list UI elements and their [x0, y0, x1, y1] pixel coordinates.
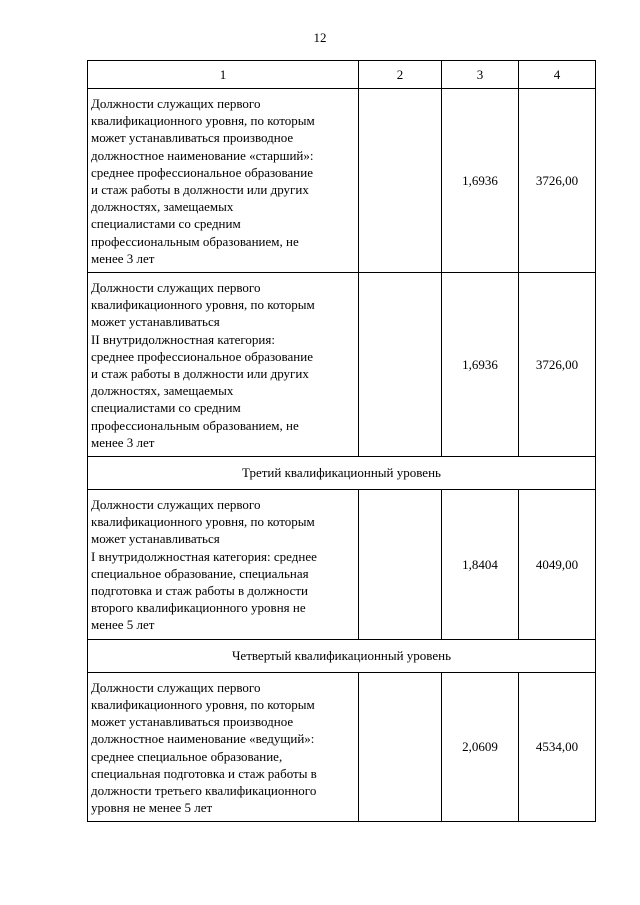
empty-cell — [359, 672, 442, 822]
empty-cell — [359, 89, 442, 273]
position-description: Должности служащих первого квалификационного уровня, по которым может устанавливаться производное должностное наименование «старший»: среднее профессиональное образование и стаж работы в должности или других должностях, замещаемых специалистами со средним профессиональным образованием, не менее 3 лет — [88, 89, 359, 273]
position-description: Должности служащих первого квалификационного уровня, по которым может устанавливаться производное должностное наименование «ведущий»: среднее специальное образование, специальная подготовка и стаж работы в должности третьего квалификационного уровня не менее 5 лет — [88, 672, 359, 822]
salary-cell: 3726,00 — [519, 89, 596, 273]
salary-cell: 4049,00 — [519, 490, 596, 640]
section-title: Третий квалификационный уровень — [88, 457, 596, 490]
empty-cell — [359, 273, 442, 457]
empty-cell — [359, 490, 442, 640]
page-number: 12 — [313, 30, 327, 45]
section-header-row — [88, 639, 596, 672]
column-header-1: 1 — [88, 61, 359, 89]
table-row — [88, 672, 596, 822]
coefficient-cell: 1,8404 — [442, 490, 519, 640]
table-row — [88, 273, 596, 457]
column-header-4: 4 — [519, 61, 596, 89]
section-title: Четвертый квалификационный уровень — [88, 639, 596, 672]
coefficient-cell: 1,6936 — [442, 89, 519, 273]
section-header-row — [88, 457, 596, 490]
column-header-2: 2 — [359, 61, 442, 89]
table-row — [88, 490, 596, 640]
table-row — [88, 89, 596, 273]
salary-cell: 4534,00 — [519, 672, 596, 822]
salary-cell: 3726,00 — [519, 273, 596, 457]
coefficient-cell: 2,0609 — [442, 672, 519, 822]
coefficient-cell: 1,6936 — [442, 273, 519, 457]
column-header-3: 3 — [442, 61, 519, 89]
table-header-row — [88, 61, 596, 89]
position-description: Должности служащих первого квалификационного уровня, по которым может устанавливаться II внутридолжностная категория: среднее профессиональное образование и стаж работы в должности или других должностях, замещаемых специалистами со средним профессиональным образованием, не менее 3 лет — [88, 273, 359, 457]
salary-table — [87, 60, 596, 822]
position-description: Должности служащих первого квалификационного уровня, по которым может устанавливаться I внутридолжностная категория: среднее специальное образование, специальная подготовка и стаж работы в должности второго квалификационного уровня не менее 5 лет — [88, 490, 359, 640]
